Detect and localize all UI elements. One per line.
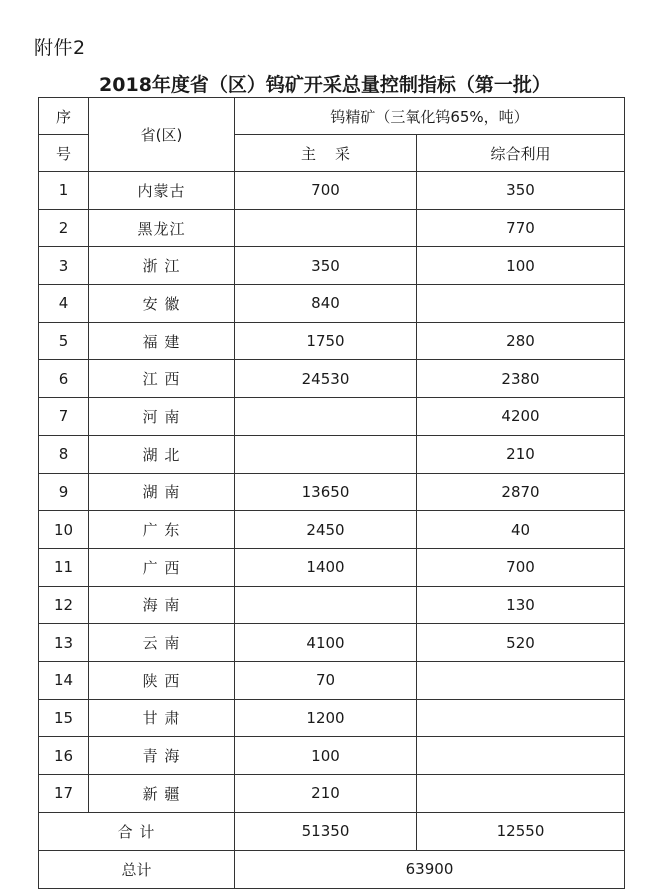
row-number: 9 [39,473,89,511]
row-number: 17 [39,775,89,813]
subtotal-comprehensive-use: 12550 [417,812,625,850]
province-name: 新 疆 [89,775,235,813]
total-row [39,850,625,888]
main-mining-value: 100 [235,737,417,775]
comprehensive-use-value: 350 [417,172,625,210]
subtotal-row [39,812,625,850]
province-name: 河 南 [89,398,235,436]
main-mining-value [235,209,417,247]
table-row [39,699,625,737]
row-number: 15 [39,699,89,737]
comprehensive-use-value: 280 [417,322,625,360]
row-number: 2 [39,209,89,247]
main-mining-value: 1400 [235,548,417,586]
comprehensive-use-value: 770 [417,209,625,247]
comprehensive-use-value: 700 [417,548,625,586]
comprehensive-use-value: 100 [417,247,625,285]
province-header: 省(区) [89,98,235,172]
comprehensive-use-value: 130 [417,586,625,624]
row-number: 13 [39,624,89,662]
main-mining-value: 4100 [235,624,417,662]
province-name: 黑龙江 [89,209,235,247]
comprehensive-use-value: 4200 [417,398,625,436]
province-name: 甘 肃 [89,699,235,737]
province-name: 湖 南 [89,473,235,511]
table-row [39,586,625,624]
main-mining-value: 24530 [235,360,417,398]
comprehensive-use-value: 40 [417,511,625,549]
province-name: 江 西 [89,360,235,398]
row-number: 12 [39,586,89,624]
row-number: 11 [39,548,89,586]
province-name: 福 建 [89,322,235,360]
table-row [39,473,625,511]
table-row [39,435,625,473]
table-row [39,247,625,285]
table-row [39,548,625,586]
table-row [39,775,625,813]
main-mining-value: 350 [235,247,417,285]
page-title: 2018年度省（区）钨矿开采总量控制指标（第一批） [99,74,551,96]
main-mining-value: 70 [235,661,417,699]
main-mining-header: 主 采 [235,135,417,172]
row-number: 16 [39,737,89,775]
table-row [39,322,625,360]
table-row [39,209,625,247]
main-mining-value [235,398,417,436]
tungsten-group-header: 钨精矿（三氧化钨65%，吨） [235,98,625,135]
row-number: 6 [39,360,89,398]
seq-header-bottom: 号 [39,135,89,172]
row-number: 8 [39,435,89,473]
row-number: 7 [39,398,89,436]
main-mining-value: 1200 [235,699,417,737]
province-name: 湖 北 [89,435,235,473]
row-number: 3 [39,247,89,285]
total-label: 总计 [39,850,235,888]
table-row [39,624,625,662]
table-row [39,285,625,323]
main-mining-value: 1750 [235,322,417,360]
main-mining-value: 2450 [235,511,417,549]
province-name: 海 南 [89,586,235,624]
comprehensive-use-value [417,775,625,813]
row-number: 4 [39,285,89,323]
row-number: 14 [39,661,89,699]
main-mining-value: 700 [235,172,417,210]
province-name: 内蒙古 [89,172,235,210]
table-row [39,360,625,398]
subtotal-label: 合 计 [39,812,235,850]
comprehensive-use-value [417,699,625,737]
main-mining-value: 840 [235,285,417,323]
province-name: 广 东 [89,511,235,549]
table-row [39,511,625,549]
table-row [39,172,625,210]
province-name: 安 徽 [89,285,235,323]
comprehensive-use-value: 520 [417,624,625,662]
main-mining-value [235,435,417,473]
province-name: 陕 西 [89,661,235,699]
seq-header-top: 序 [39,98,89,135]
table-row [39,737,625,775]
main-mining-value: 210 [235,775,417,813]
row-number: 10 [39,511,89,549]
comprehensive-use-value: 210 [417,435,625,473]
subtotal-main-mining: 51350 [235,812,417,850]
comprehensive-use-header: 综合利用 [417,135,625,172]
table-row [39,661,625,699]
quota-table [38,97,625,889]
comprehensive-use-value: 2380 [417,360,625,398]
province-name: 广 西 [89,548,235,586]
row-number: 1 [39,172,89,210]
province-name: 浙 江 [89,247,235,285]
attachment-label: 附件2 [34,37,86,59]
table-row [39,398,625,436]
comprehensive-use-value [417,737,625,775]
main-mining-value [235,586,417,624]
province-name: 青 海 [89,737,235,775]
comprehensive-use-value [417,661,625,699]
header-row-1 [39,98,625,135]
main-mining-value: 13650 [235,473,417,511]
province-name: 云 南 [89,624,235,662]
row-number: 5 [39,322,89,360]
comprehensive-use-value [417,285,625,323]
total-value: 63900 [235,850,625,888]
comprehensive-use-value: 2870 [417,473,625,511]
